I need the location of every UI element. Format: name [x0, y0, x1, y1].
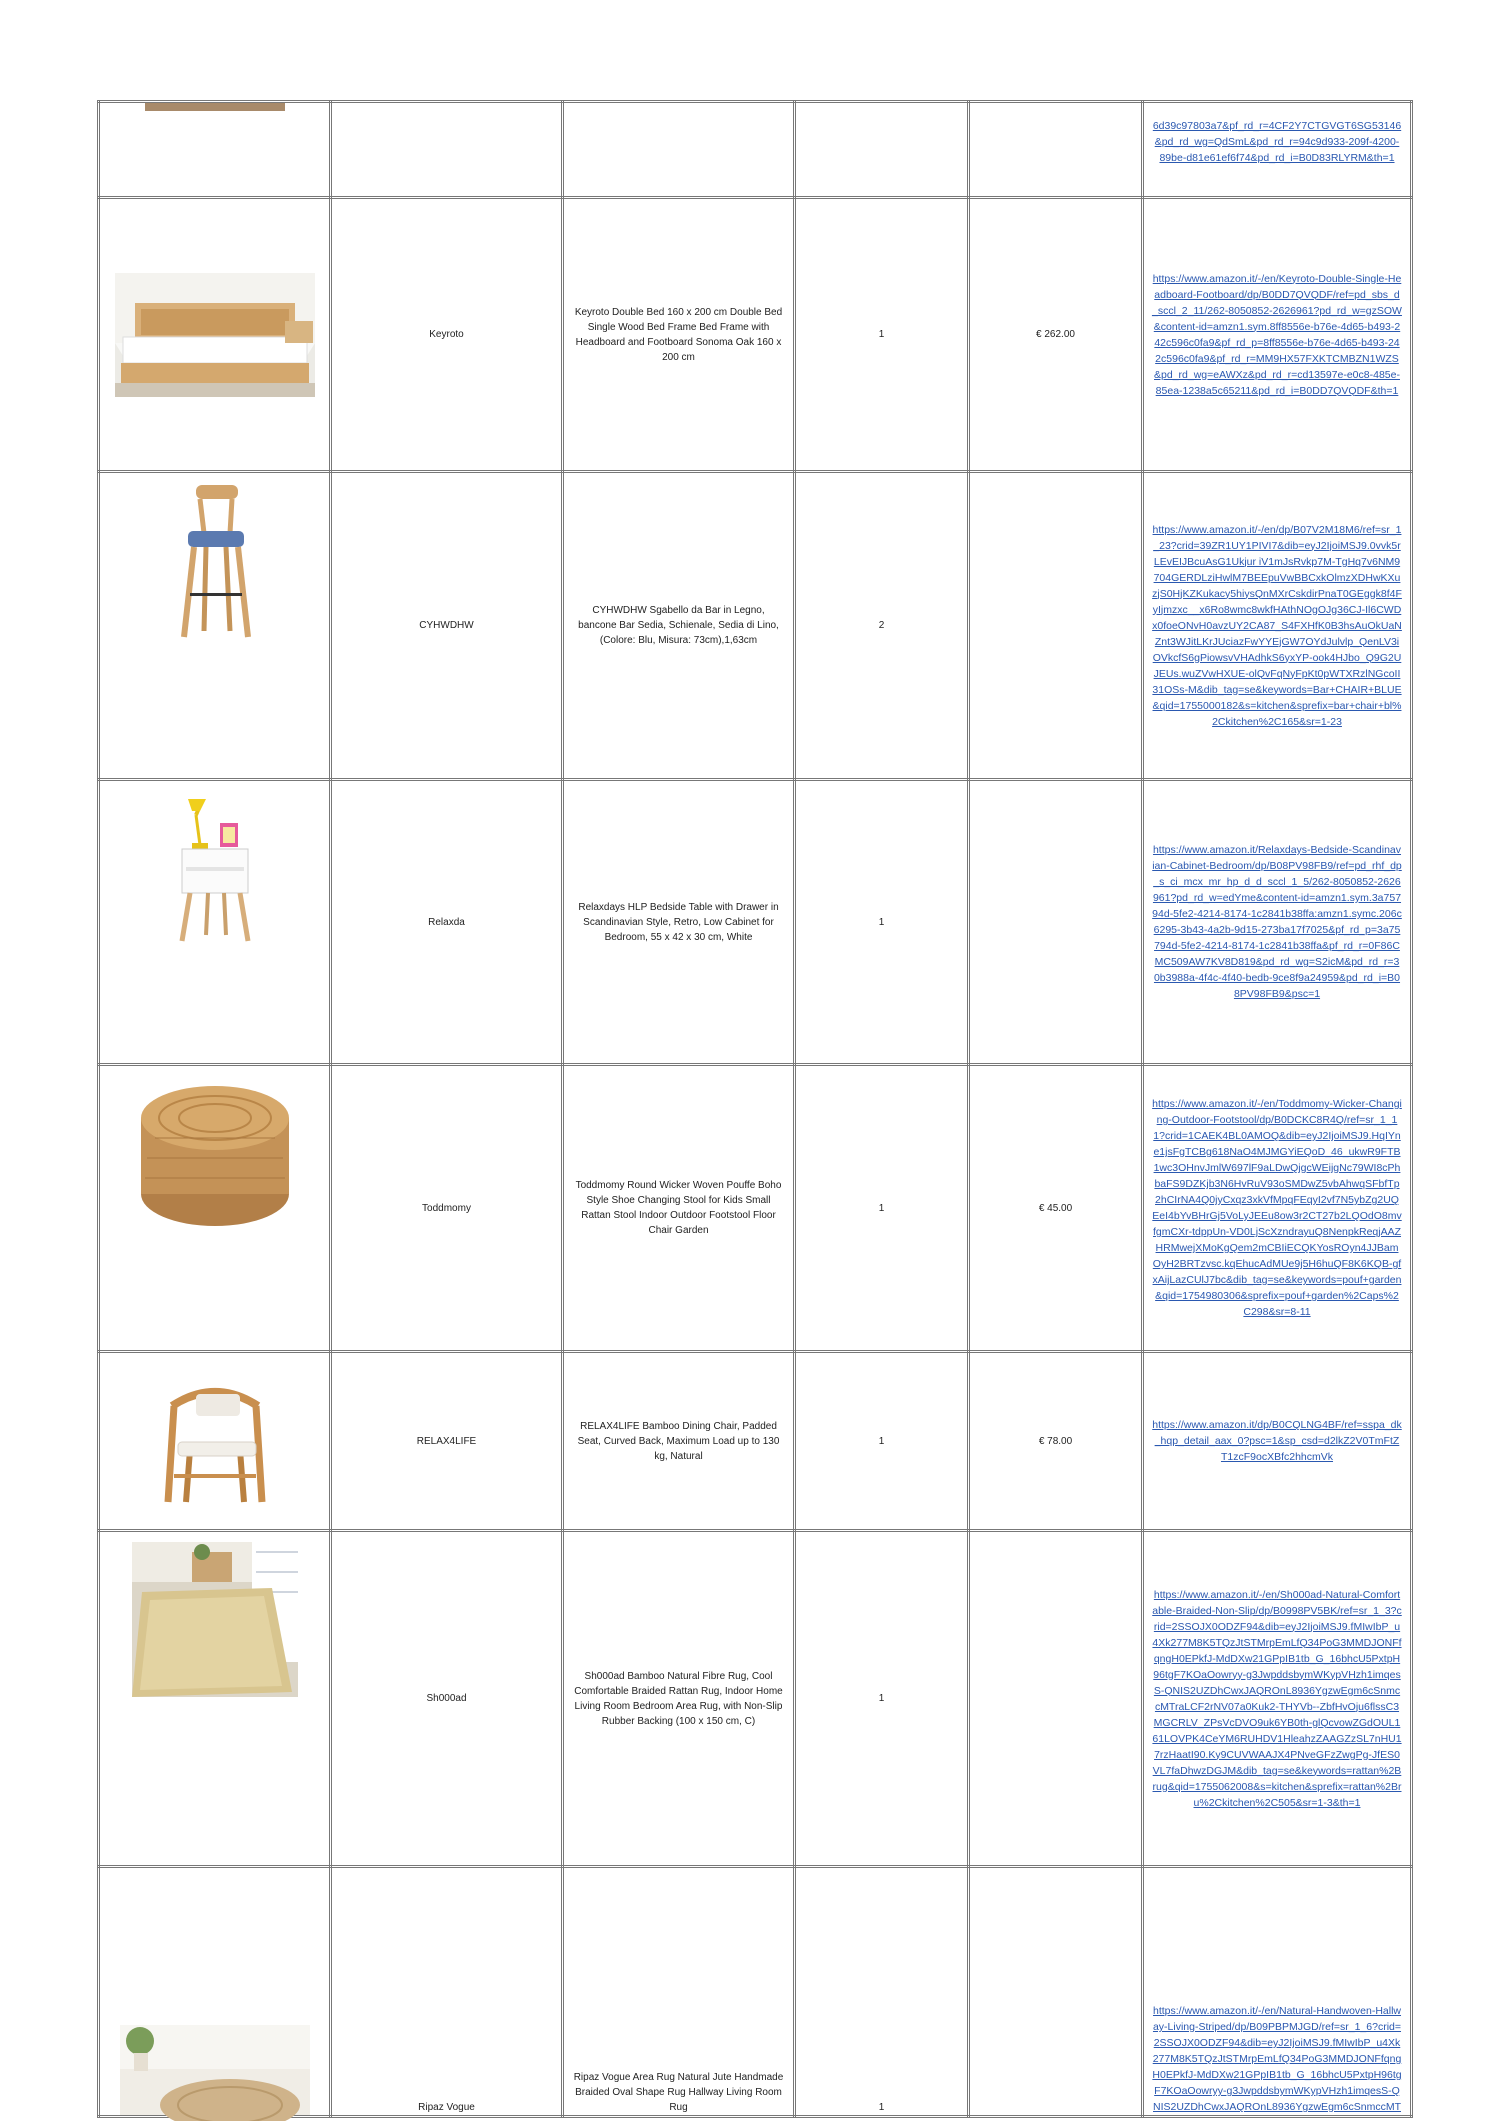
link-cell: [1143, 1867, 1412, 2117]
link-cell: [1143, 1531, 1412, 1867]
quantity-cell: 2: [795, 472, 969, 780]
brand-cell: [331, 102, 563, 198]
table-row: [99, 472, 1412, 780]
brand-cell: CYHWDHW: [331, 472, 563, 780]
price-cell: € 78.00: [969, 1352, 1143, 1531]
table-row: [99, 780, 1412, 1065]
quantity-cell: 1: [795, 198, 969, 472]
description-cell: Keyroto Double Bed 160 x 200 cm Double Bed Single Wood Bed Frame Bed Frame with Headboard and Footboard Sonoma Oak 160 x 200 cm: [563, 198, 795, 472]
rattan-rug-image: [132, 1542, 298, 1697]
brand-cell: Relaxda: [331, 780, 563, 1065]
product-image-cell: [99, 198, 331, 472]
product-image-partial: [145, 103, 285, 115]
product-link[interactable]: https://www.amazon.it/-/en/Keyroto-Double-Single-Headboard-Footboard/dp/B0DD7QVQDF/ref=pd_sbs_d_sccl_2_11/262-8050852-2626961?pd_rd_w=gzSOW&content-id=amzn1.sym.8ff8556e-b76e-4d65-b493-242c596c0fa9&pf_rd_p=8ff8556e-b76e-4d65-b493-242c596c0fa9&pf_rd_r=MM9HX57FXKTCMBZN1WZS&pd_rd_wg=eAWXz&pd_rd_r=cd13597e-e0c8-485e-85ea-1238a5c65211&pd_rd_i=B0DD7QVQDF&th=1: [1152, 272, 1402, 397]
brand-cell: Toddmomy: [331, 1065, 563, 1352]
link-cell: [1143, 198, 1412, 472]
price-cell: [969, 102, 1143, 198]
description-cell: CYHWDHW Sgabello da Bar in Legno, bancone Bar Sedia, Schienale, Sedia di Lino, (Colore: Blu, Misura: 73cm),1,63cm: [563, 472, 795, 780]
product-image-cell: [99, 780, 331, 1065]
product-link[interactable]: https://www.amazon.it/-/en/Natural-Handwoven-Hallway-Living-Striped/dp/B09PBPMJGD/ref=sr_1_6?crid=2SSOJX0ODZF94&dib=eyJ2IjoiMSJ9.fMIwIbP_u4Xk277M8K5TQzJtSTMrpEmLfQ34PoG3MMDJONFfqngH0EPkfJ-MdDXw21GPpIB1tb_G_16bhcU5PxtpH96tgF7KOaOowryy-g3JwpddsbymWKypVHzh1imqesS-QNIS2UZDhCwxJAQROnL8936YgzwEgm6cSnmccMT: [1152, 2005, 1402, 2113]
quantity-cell: [795, 102, 969, 198]
table-row: [99, 102, 1412, 198]
link-cell: [1143, 102, 1412, 198]
price-cell: € 262.00: [969, 198, 1143, 472]
link-cell: [1143, 780, 1412, 1065]
brand-cell: RELAX4LIFE: [331, 1352, 563, 1531]
product-image-cell: [99, 1531, 331, 1867]
quantity-cell: 1: [795, 1867, 969, 2117]
description-cell: RELAX4LIFE Bamboo Dining Chair, Padded Seat, Curved Back, Maximum Load up to 130 kg, Natural: [563, 1352, 795, 1531]
product-link[interactable]: 6d39c97803a7&pf_rd_r=4CF2Y7CTGVGT6SG53146&pd_rd_wg=QdSmL&pd_rd_r=94c9d933-209f-4200-89be-d81e61ef6f74&pd_rd_i=B0D83RLYRM&th=1: [1152, 120, 1402, 164]
dining-chair-image: [150, 1376, 280, 1506]
description-cell: Toddmomy Round Wicker Woven Pouffe Boho Style Shoe Changing Stool for Kids Small Rattan Stool Indoor Outdoor Footstool Floor Chair Garden: [563, 1065, 795, 1352]
brand-cell: Ripaz Vogue: [331, 1867, 563, 2117]
price-cell: [969, 1531, 1143, 1867]
link-cell: [1143, 472, 1412, 780]
price-cell: [969, 780, 1143, 1065]
description-cell: Relaxdays HLP Bedside Table with Drawer in Scandinavian Style, Retro, Low Cabinet for Bedroom, 55 x 42 x 30 cm, White: [563, 780, 795, 1065]
price-cell: € 45.00: [969, 1065, 1143, 1352]
table-row: [99, 1352, 1412, 1531]
product-table-sheet: [97, 100, 1410, 2113]
wicker-pouffe-image: [135, 1076, 295, 1231]
brand-cell: Sh000ad: [331, 1531, 563, 1867]
quantity-cell: 1: [795, 1531, 969, 1867]
product-image-cell: [99, 1352, 331, 1531]
link-cell: [1143, 1352, 1412, 1531]
table-row: [99, 1065, 1412, 1352]
product-link[interactable]: https://www.amazon.it/-/en/dp/B07V2M18M6/ref=sr_1_23?crid=39ZR1UY1PIVI7&dib=eyJ2IjoiMSJ9.0vvk5rLEvEIJBcuAsG1Ukjur iV1mJsRvkp7M-TgHq7v6NM9704GERDLziHwlM7BEEpuVwBBCxkOlmzXDHwKXuzjS0HjKZKukacy5hiysQnMXrCskdirPnaT0GEggk8f4FyIjmzxc__x6Ro8wmc8wkfHAthNOgOJg36CJ-Il6CWDx0foeONvH0avzUY2CA87_S4FXHfK0B3hsAuOkUaNZnt3WJitLKrJUciazFwYYEjGW7OYdJulvlp_QenLV3iOVkcfS6gPiowsvVHAdhkS6yxYP-ook4HJbo_Q9G2UJEUs.wuZVwHXUE-olQvFqNyFpKt0pWTXRzlNGcoII31OSs-M&dib_tag=se&keywords=Bar+CHAIR+BLUE&qid=1755000182&s=kitchen&sprefix=bar+chair+bl%2Ckitchen%2C165&sr=1-23: [1152, 523, 1402, 728]
jute-rug-image: [120, 2025, 310, 2115]
price-cell: [969, 1867, 1143, 2117]
description-cell: Ripaz Vogue Area Rug Natural Jute Handmade Braided Oval Shape Rug Hallway Living Room Rug: [563, 1867, 795, 2117]
bedside-table-image: [170, 795, 260, 945]
product-image-cell: [99, 1867, 331, 2117]
product-link[interactable]: https://www.amazon.it/-/en/Sh000ad-Natural-Comfortable-Braided-Non-Slip/dp/B0998PV5BK/ref=sr_1_3?crid=2SSOJX0ODZF94&dib=eyJ2IjoiMSJ9.fMIwIbP_u4Xk277M8K5TQzJtSTMrpEmLfQ34PoG3MMDJONFfqngH0EPkfJ-MdDXw21GPpIB1tb_G_16bhcU5PxtpH96tgF7KOaOowryy-g3JwpddsbymWKypVHzh1imqesS-QNIS2UZDhCwxJAQROnL8936YgzwEgm6cSnmccMTraLCF2rNV07a0Kuk2-THYVb--ZbfHvOju6flssC3MGCRLV_ZPsVcDVO9uk6YB0th-glQcvowZGdOUL161LOVPK4CeYM6RUHDV1HleahzZAAGZzSL7nHU17rzHaatI90.Ky9CUVWAAJX4PNveGFzZwgPg-JfES0VL7faDhwzDGJM&dib_tag=se&keywords=rattan%2Brug&qid=1755062008&s=kitchen&sprefix=rattan%2Bru%2Ckitchen%2C505&sr=1-3&th=1: [1152, 1588, 1402, 1809]
price-cell: [969, 472, 1143, 780]
product-image-cell: [99, 102, 331, 198]
table-row: [99, 198, 1412, 472]
product-image-cell: [99, 1065, 331, 1352]
quantity-cell: 1: [795, 780, 969, 1065]
product-table: [97, 100, 1413, 2118]
bar-stool-image: [160, 481, 270, 641]
table-row: [99, 1867, 1412, 2117]
quantity-cell: 1: [795, 1352, 969, 1531]
link-cell: [1143, 1065, 1412, 1352]
product-link[interactable]: https://www.amazon.it/-/en/Toddmomy-Wicker-Changing-Outdoor-Footstool/dp/B0DCKC8R4Q/ref=sr_1_11?crid=1CAEK4BL0AMOQ&dib=eyJ2IjoiMSJ9.HqIYne1jsFgTCBg618NaO4MJMGYiEQoD_46_ukwR9FTB1wc3OHnvJmlW697lF9aLDwQjgcWEijgNc79WI8cPhbaFS9DZKjb3N6HvRuV93oSMDwZ5vbAhwqSFbfTp2hCIrNA4Q0jyCxqz3xkVfMpqFEqyI2vf7N5ybZg2UQEeI4bYvBHrGj5VoLyJEEu8ow3r2CT27b2LQOdO8mvfgmCXr-tdppUn-VD0LjScXzndrayuQ8NenpkReqjAAZHRMwejXMoKgQem2mCBIiECQKYosROyn4JJBamOyH2BRTzvsc.kqEhucAdMUe9j5H6huQF8K6KQB-gfxAijLazCUlJ7bc&dib_tag=se&keywords=pouf+garden&qid=1754980306&sprefix=pouf+garden%2Caps%2C298&sr=8-11: [1152, 1098, 1402, 1318]
table-row: [99, 1531, 1412, 1867]
product-image-cell: [99, 472, 331, 780]
brand-cell: Keyroto: [331, 198, 563, 472]
quantity-cell: 1: [795, 1065, 969, 1352]
description-cell: [563, 102, 795, 198]
description-cell: Sh000ad Bamboo Natural Fibre Rug, Cool Comfortable Braided Rattan Rug, Indoor Home Living Room Bedroom Area Rug, with Non-Slip Rubber Backing (100 x 150 cm, C): [563, 1531, 795, 1867]
bed-image: [115, 273, 315, 397]
product-link[interactable]: https://www.amazon.it/dp/B0CQLNG4BF/ref=sspa_dk_hqp_detail_aax_0?psc=1&sp_csd=d2lkZ2V0TmFtZT1zcF9ocXBfc2hhcmVk: [1152, 1419, 1402, 1463]
product-link[interactable]: https://www.amazon.it/Relaxdays-Bedside-Scandinavian-Cabinet-Bedroom/dp/B08PV98FB9/ref=pd_rhf_dp_s_ci_mcx_mr_hp_d_d_sccl_1_5/262-8050852-2626961?pd_rd_w=edYme&content-id=amzn1.sym.3a75794d-5fe2-4214-8174-1c2841b38ffa:amzn1.symc.206c6295-3b43-4a2b-9d15-273ba17f7025&pf_rd_p=3a75794d-5fe2-4214-8174-1c2841b38ffa&pf_rd_r=0F86CMC509AW7KV8D819&pd_rd_wg=S2icM&pd_rd_r=30b3988a-4f4c-4f40-bedb-9ce8f9a24959&pd_rd_i=B08PV98FB9&psc=1: [1152, 844, 1402, 1000]
